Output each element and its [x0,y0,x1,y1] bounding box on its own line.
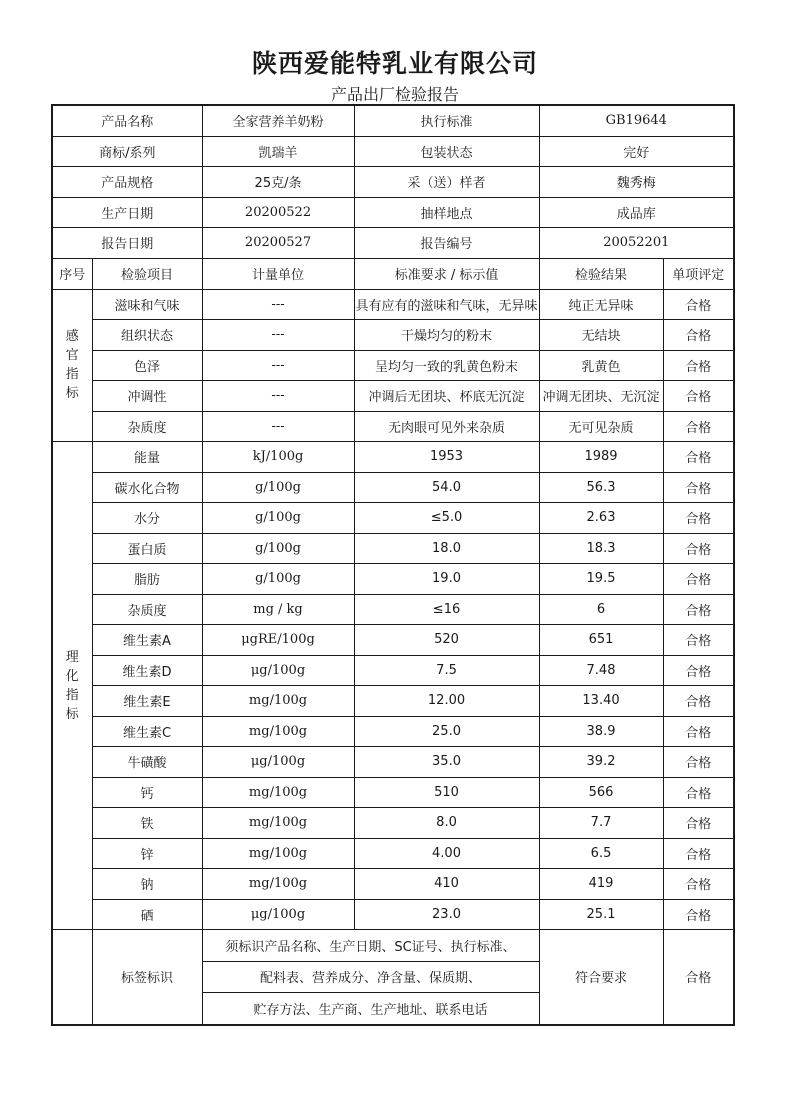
cell-item: 水分 [92,503,202,534]
table-row [52,289,734,320]
table-row [52,442,734,473]
cell-standard: 7.5 [354,655,539,686]
inspection-report-table [51,104,735,1026]
cell-result: 7.48 [539,655,663,686]
cell-result: 7.7 [539,808,663,839]
cell-unit: mg/100g [202,838,354,869]
cell-judgement: 合格 [663,747,734,778]
cell-result: 乳黄色 [539,350,663,381]
group-label-char: 指 [65,367,79,383]
cell-unit: g/100g [202,533,354,564]
cell-unit: mg/100g [202,777,354,808]
cell-unit: μgRE/100g [202,625,354,656]
cell-judgement: 合格 [663,503,734,534]
cell-item: 组织状态 [92,320,202,351]
cell-result: 25.1 [539,899,663,930]
column-header-row [52,258,734,289]
table-row [52,411,734,442]
cell-standard: ≤5.0 [354,503,539,534]
cell-standard: 呈均匀一致的乳黄色粉末 [354,350,539,381]
table-row [52,503,734,534]
info-row [52,228,734,259]
column-header-result: 检验结果 [539,258,663,289]
cell-unit: g/100g [202,472,354,503]
cell-unit: μg/100g [202,899,354,930]
info-value: 20052201 [539,228,734,259]
info-label: 包装状态 [354,136,539,167]
column-header-item: 检验项目 [92,258,202,289]
cell-judgement: 合格 [663,869,734,900]
table-row [52,320,734,351]
info-value: GB19644 [539,105,734,136]
cell-item: 维生素E [92,686,202,717]
cell-judgement: 合格 [663,777,734,808]
cell-judgement: 合格 [663,564,734,595]
cell-result: 符合要求 [539,930,663,1025]
cell-judgement: 合格 [663,381,734,412]
cell-result: 纯正无异味 [539,289,663,320]
cell-item: 杂质度 [92,594,202,625]
table-row [52,838,734,869]
cell-result: 566 [539,777,663,808]
cell-judgement: 合格 [663,411,734,442]
cell-standard: 具有应有的滋味和气味，无异味 [354,289,539,320]
cell-result: 19.5 [539,564,663,595]
group-label-char: 理 [65,649,79,665]
cell-item: 碳水化合物 [92,472,202,503]
cell-unit: --- [202,411,354,442]
table-row [52,472,734,503]
cell-judgement: 合格 [663,594,734,625]
group-label-char: 官 [65,348,79,364]
table-row [52,930,734,962]
info-label: 产品名称 [52,105,202,136]
info-label: 生产日期 [52,197,202,228]
cell-unit: g/100g [202,564,354,595]
group-physchem [52,442,92,930]
info-row [52,197,734,228]
table-row [52,350,734,381]
cell-judgement: 合格 [663,533,734,564]
table-row [52,564,734,595]
cell-unit: --- [202,320,354,351]
cell-result: 冲调无团块、无沉淀 [539,381,663,412]
cell-unit: mg/100g [202,686,354,717]
cell-standard: 19.0 [354,564,539,595]
cell-result: 651 [539,625,663,656]
cell-judgement: 合格 [663,686,734,717]
cell-unit: mg/100g [202,808,354,839]
cell-item: 维生素D [92,655,202,686]
cell-result: 18.3 [539,533,663,564]
cell-unit: mg / kg [202,594,354,625]
cell-item: 蛋白质 [92,533,202,564]
info-label: 采（送）样者 [354,167,539,198]
cell-standard: 520 [354,625,539,656]
cell-judgement: 合格 [663,838,734,869]
cell-item: 钙 [92,777,202,808]
cell-standard: 4.00 [354,838,539,869]
company-title: 陕西爱能特乳业有限公司 [251,49,538,78]
cell-item: 硒 [92,899,202,930]
cell-standard: 35.0 [354,747,539,778]
column-header-judgement: 单项评定 [663,258,734,289]
cell-standard: 干燥均匀的粉末 [354,320,539,351]
table-row [52,533,734,564]
cell-standard: 23.0 [354,899,539,930]
info-value: 凯瑞羊 [202,136,354,167]
cell-item: 脂肪 [92,564,202,595]
cell-result: 39.2 [539,747,663,778]
table-row [52,381,734,412]
table-row [52,716,734,747]
cell-result: 13.40 [539,686,663,717]
cell-result: 6.5 [539,838,663,869]
cell-result: 2.63 [539,503,663,534]
cell-item: 滋味和气味 [92,289,202,320]
cell-standard: 12.00 [354,686,539,717]
cell-judgement: 合格 [663,442,734,473]
table-row [52,808,734,839]
info-value: 20200522 [202,197,354,228]
group-label-char: 标 [65,386,79,402]
label-requirement-line: 须标识产品名称、生产日期、SC证号、执行标准、 [202,930,539,962]
cell-standard: 冲调后无团块、杯底无沉淀 [354,381,539,412]
cell-standard: ≤16 [354,594,539,625]
info-value: 25克/条 [202,167,354,198]
cell-unit: μg/100g [202,655,354,686]
cell-standard: 54.0 [354,472,539,503]
column-header-standard: 标准要求 / 标示值 [354,258,539,289]
table-row [52,899,734,930]
cell-result: 38.9 [539,716,663,747]
info-value: 全家营养羊奶粉 [202,105,354,136]
cell-standard: 1953 [354,442,539,473]
cell-result: 6 [539,594,663,625]
cell-judgement: 合格 [663,625,734,656]
info-label: 抽样地点 [354,197,539,228]
table-row [52,869,734,900]
info-value: 魏秀梅 [539,167,734,198]
group-label-char: 标 [65,706,79,722]
cell-unit: --- [202,350,354,381]
table-row [52,594,734,625]
column-header-index: 序号 [52,258,92,289]
cell-unit: --- [202,381,354,412]
cell-judgement: 合格 [663,808,734,839]
cell-judgement: 合格 [663,289,734,320]
cell-unit: mg/100g [202,869,354,900]
info-label: 报告编号 [354,228,539,259]
group-sensory [52,289,92,442]
cell-judgement: 合格 [663,930,734,1025]
cell-item: 钠 [92,869,202,900]
info-label: 商标/系列 [52,136,202,167]
cell-item: 能量 [92,442,202,473]
cell-index-empty [52,930,92,1025]
info-row [52,105,734,136]
cell-result: 419 [539,869,663,900]
cell-item: 维生素A [92,625,202,656]
cell-standard: 18.0 [354,533,539,564]
cell-item: 杂质度 [92,411,202,442]
cell-result: 无结块 [539,320,663,351]
cell-judgement: 合格 [663,655,734,686]
info-label: 执行标准 [354,105,539,136]
cell-result: 56.3 [539,472,663,503]
info-row [52,136,734,167]
table-row [52,655,734,686]
cell-item: 牛磺酸 [92,747,202,778]
info-value: 成品库 [539,197,734,228]
table-row [52,747,734,778]
cell-standard: 无肉眼可见外来杂质 [354,411,539,442]
info-label: 报告日期 [52,228,202,259]
cell-item: 冲调性 [92,381,202,412]
table-row [52,777,734,808]
group-label-char: 指 [65,687,79,703]
cell-item: 锌 [92,838,202,869]
cell-standard: 8.0 [354,808,539,839]
cell-judgement: 合格 [663,899,734,930]
table-row [52,686,734,717]
cell-item: 标签标识 [92,930,202,1025]
cell-judgement: 合格 [663,716,734,747]
cell-unit: --- [202,289,354,320]
cell-item: 色泽 [92,350,202,381]
cell-unit: kJ/100g [202,442,354,473]
cell-standard: 510 [354,777,539,808]
cell-standard: 410 [354,869,539,900]
cell-unit: μg/100g [202,747,354,778]
cell-result: 1989 [539,442,663,473]
cell-standard: 25.0 [354,716,539,747]
label-requirement-line: 贮存方法、生产商、生产地址、联系电话 [202,993,539,1025]
group-label-char: 感 [65,329,79,345]
info-row [52,167,734,198]
cell-judgement: 合格 [663,472,734,503]
cell-unit: g/100g [202,503,354,534]
table-row [52,625,734,656]
label-requirement-line: 配料表、营养成分、净含量、保质期、 [202,961,539,993]
cell-judgement: 合格 [663,320,734,351]
cell-result: 无可见杂质 [539,411,663,442]
group-label-char: 化 [65,668,79,684]
column-header-unit: 计量单位 [202,258,354,289]
info-value: 20200527 [202,228,354,259]
cell-item: 铁 [92,808,202,839]
cell-unit: mg/100g [202,716,354,747]
info-value: 完好 [539,136,734,167]
report-title: 产品出厂检验报告 [330,85,459,104]
cell-item: 维生素C [92,716,202,747]
cell-judgement: 合格 [663,350,734,381]
info-label: 产品规格 [52,167,202,198]
